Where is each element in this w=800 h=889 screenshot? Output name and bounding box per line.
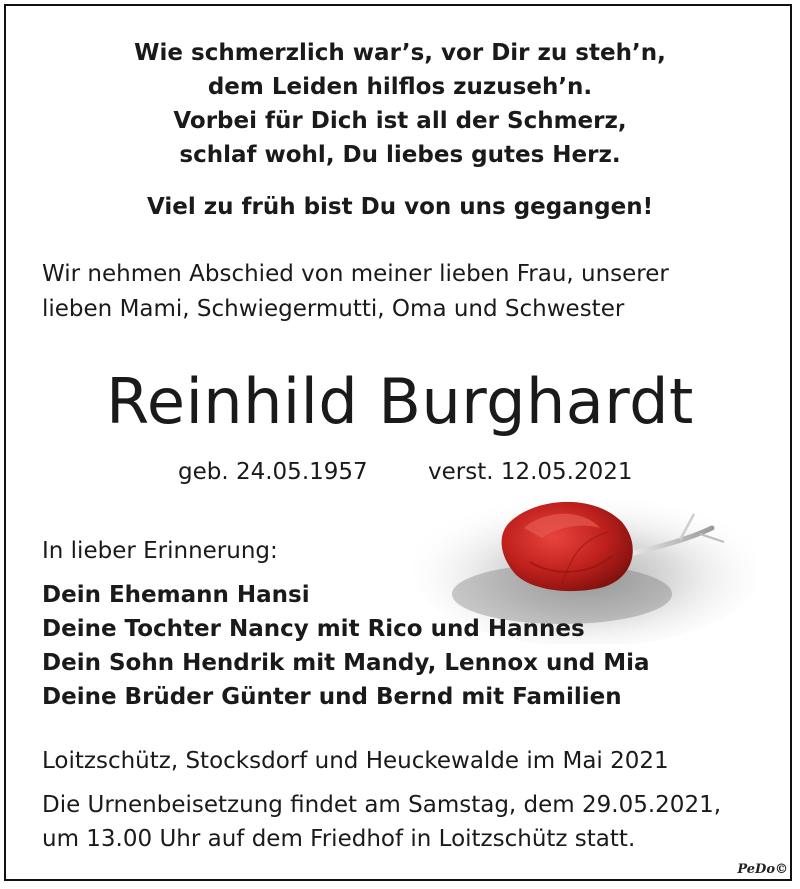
memory-label: In lieber Erinnerung:: [42, 538, 278, 564]
intro-line: Wir nehmen Abschied von meiner lieben Frau, unserer: [42, 261, 669, 287]
signature-mark: PeDo©: [737, 862, 788, 877]
family-member: Deine Tochter Nancy mit Rico und Hannes: [42, 616, 585, 642]
life-dates: [0, 455, 800, 489]
family-member: Deine Brüder Günter und Bernd mit Familien: [42, 684, 622, 710]
birth-date: geb. 24.05.1957: [178, 459, 368, 485]
family-member: Dein Sohn Hendrik mit Mandy, Lennox und Mia: [42, 650, 650, 676]
poem: [0, 36, 800, 172]
family-list: [42, 578, 650, 714]
death-date: verst. 12.05.2021: [428, 459, 633, 485]
burial-line: Die Urnenbeisetzung findet am Samstag, dem 29.05.2021,: [42, 792, 722, 818]
intro-text: [42, 257, 772, 327]
poem-line: dem Leiden hilflos zuzuseh’n.: [207, 74, 593, 100]
poem-line: Vorbei für Dich ist all der Schmerz,: [173, 108, 627, 134]
poem-line: Wie schmerzlich war’s, vor Dir zu steh’n,: [134, 40, 666, 66]
intro-line: lieben Mami, Schwiegermutti, Oma und Schwester: [42, 296, 625, 322]
poem-closing: Viel zu früh bist Du von uns gegangen!: [146, 194, 654, 220]
poem-line: schlaf wohl, Du liebes gutes Herz.: [179, 142, 621, 168]
burial-line: um 13.00 Uhr auf dem Friedhof in Loitzschütz statt.: [42, 826, 636, 852]
burial-info: [42, 788, 721, 856]
family-member: Dein Ehemann Hansi: [42, 582, 310, 608]
deceased-name: Reinhild Burghardt: [106, 365, 694, 438]
place-date: Loitzschütz, Stocksdorf und Heuckewalde im Mai 2021: [42, 748, 669, 774]
